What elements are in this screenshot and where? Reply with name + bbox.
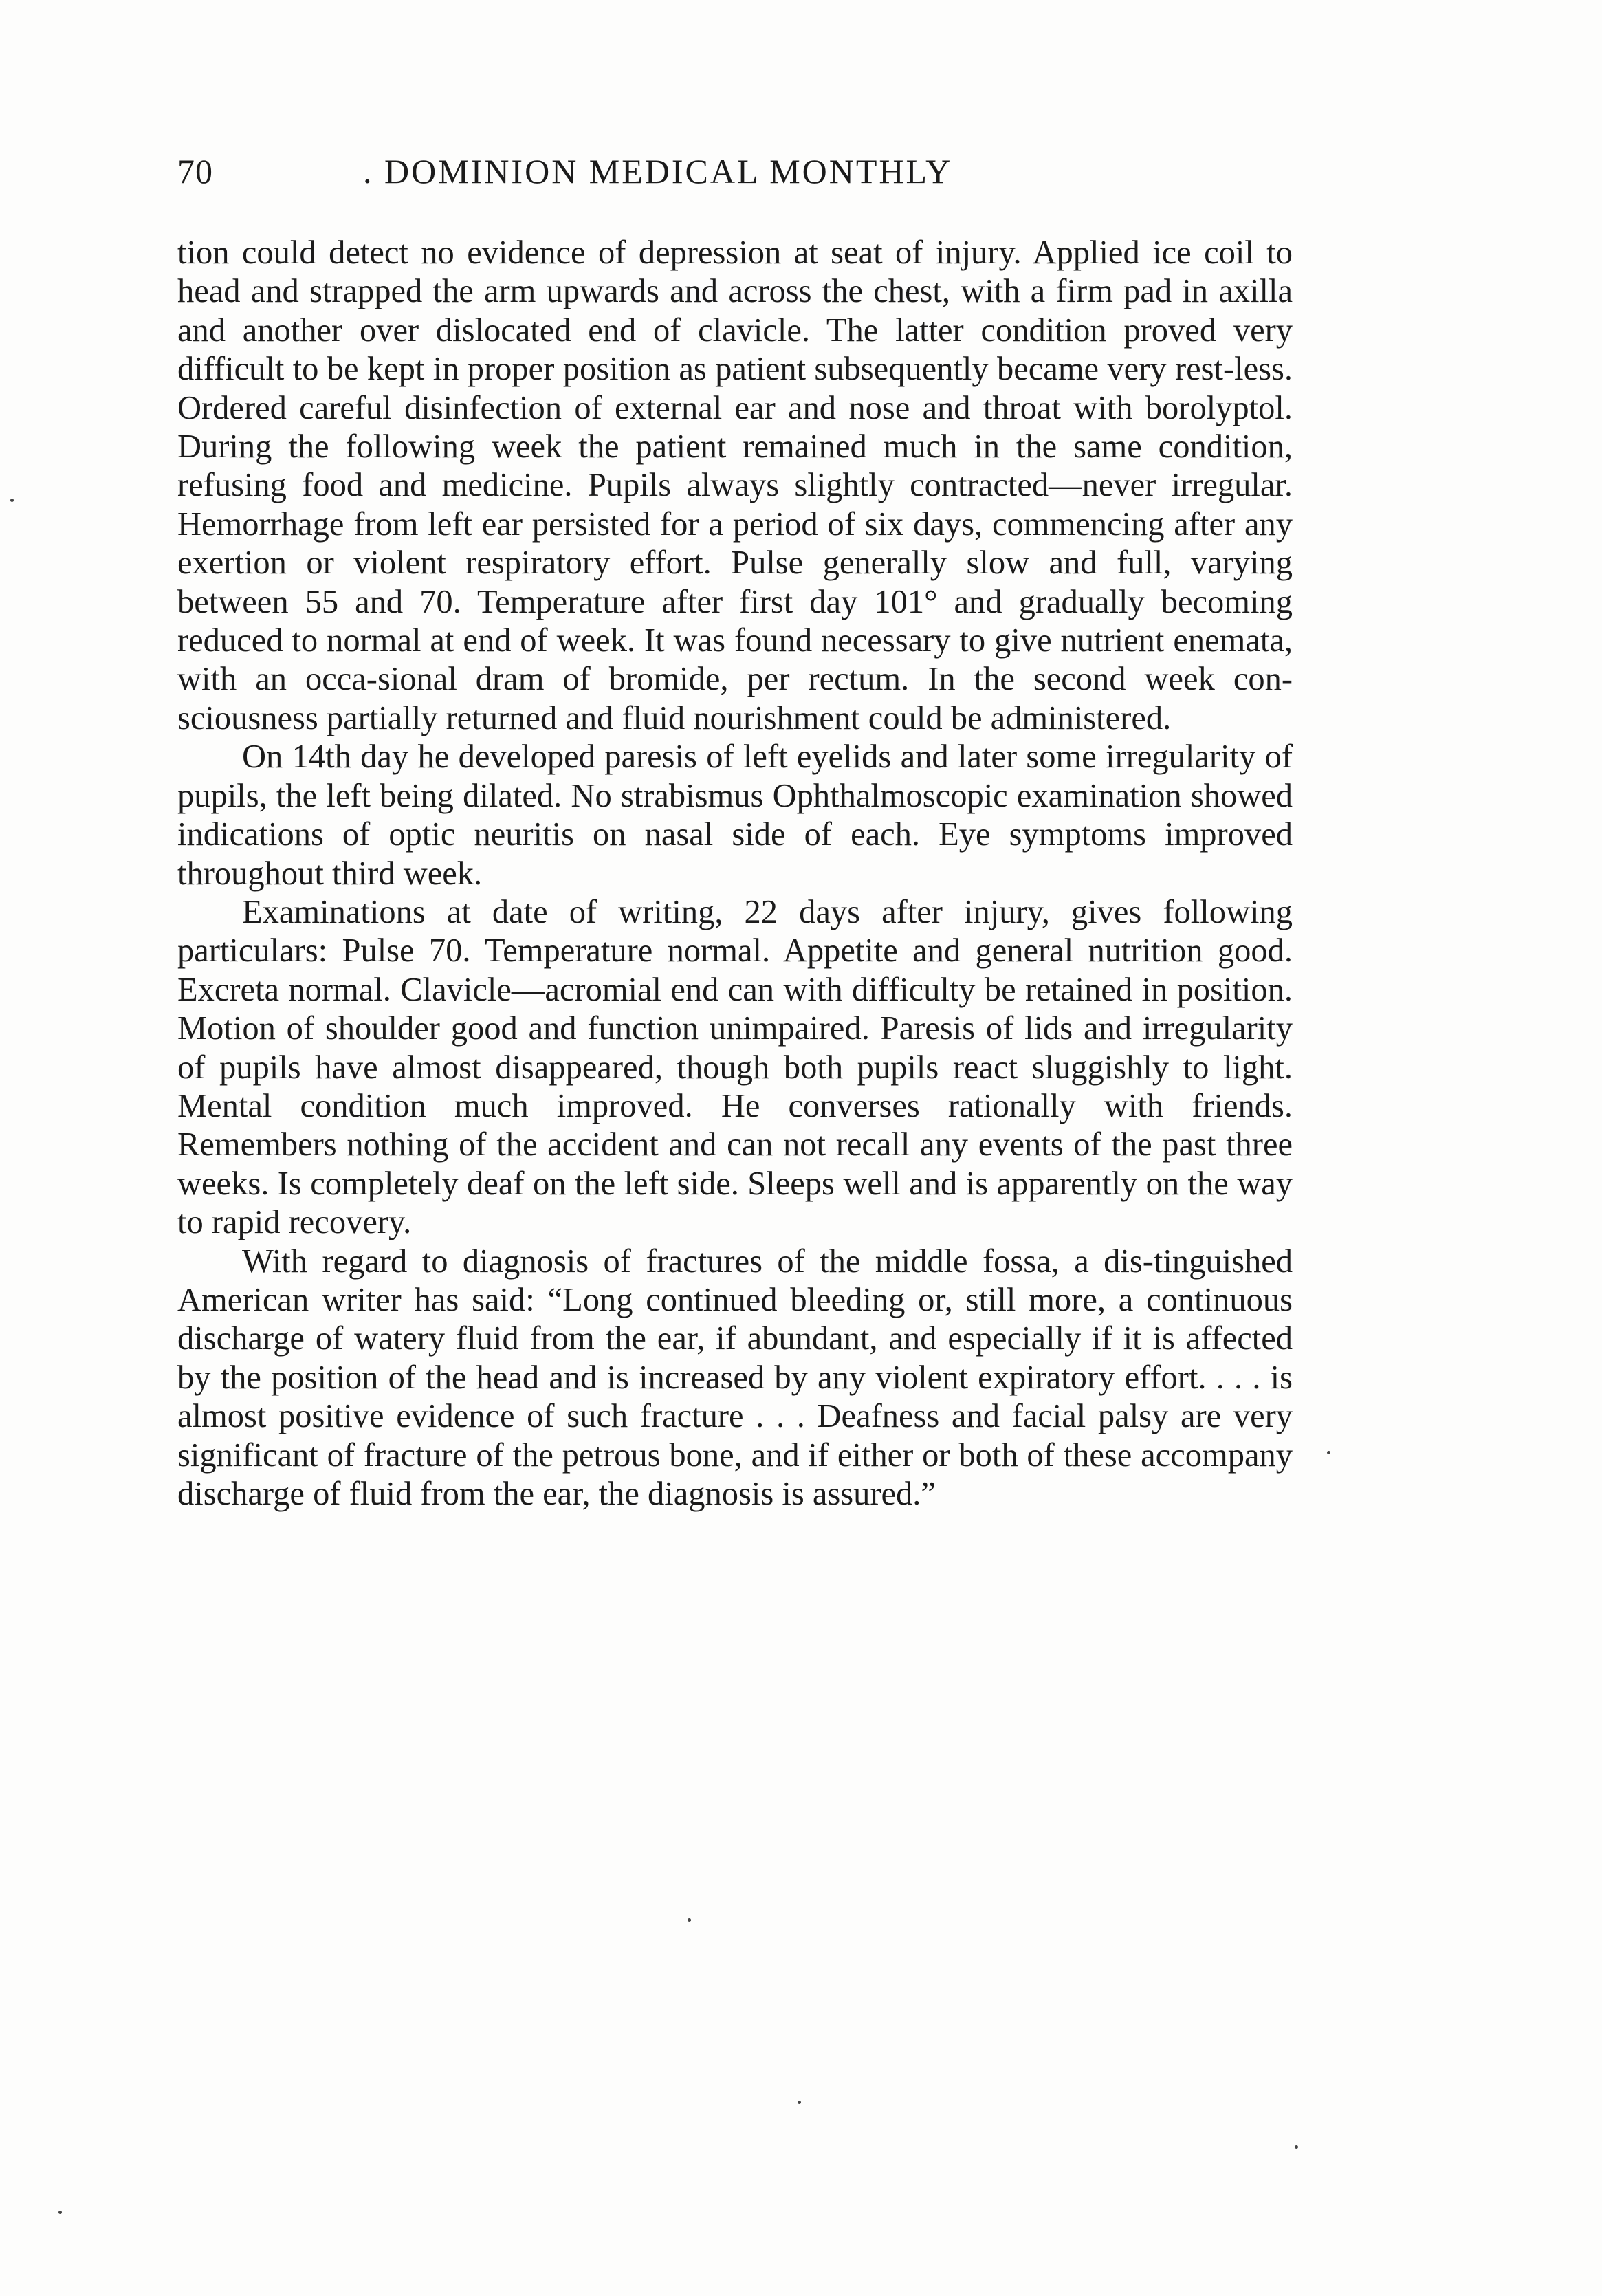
print-speck [1327,1451,1330,1454]
page-header [177,151,1277,199]
print-speck [58,2211,62,2214]
paragraph-eye-symptoms: On 14th day he developed paresis of left eyelids and later some irregularity of pupils, the left being dilated. No strabismus Ophthalmoscopic examination showed indications of optic neuritis on nasal side of each. Eye symptoms improved throughout third week. [177,739,1293,892]
running-head: . DOMINION MEDICAL MONTHLY [363,152,953,190]
paragraph-case-progress: tion could detect no evidence of depression at seat of injury. Applied ice coil to head and strapped the arm upwards and across the chest, with a firm pad in axilla and another over dislocated end of clavicle. The latter condition proved very difficult to be kept in proper position as patient subsequently became very rest-less. Ordered careful disinfection of external ear and nose and throat with borolyptol. During the following week the patient remained much in the same condition, refusing food and medicine. Pupils always slightly contracted—never irregular. Hemorrhage from left ear persisted for a period of six days, commencing after any exertion or violent respiratory effort. Pulse generally slow and full, varying between 55 and 70. Temperature after first day 101° and gradually becoming reduced to normal at end of week. It was found necessary to give nutrient enemata, with an occa-sional dram of bromide, per rectum. In the second week con-sciousness partially returned and fluid nourishment could be administered. [177,234,1293,736]
page-number: 70 [177,152,213,190]
article-body [177,234,1293,1513]
print-speck [1295,2145,1298,2149]
print-speck [688,1918,691,1922]
print-speck [798,2101,801,2104]
paragraph-diagnosis-quote: With regard to diagnosis of fractures of the middle fossa, a dis-tinguished American writer has said: “Long continued bleeding or, still more, a continuous discharge of watery fluid from the ear, if abundant, and especially if it is affected by the position of the head and is increased by any violent expiratory effort. . . . is almost positive evidence of such fracture . . . Deafness and facial palsy are very significant of fracture of the petrous bone, and if either or both of these accompany discharge of fluid from the ear, the diagnosis is assured.” [177,1243,1293,1512]
print-speck [10,499,14,502]
paragraph-examination: Examinations at date of writing, 22 days after injury, gives following particulars: Pulse 70. Temperature normal. Appetite and general nutrition good. Excreta normal. Clavicle—acromial end can with difficulty be retained in position. Motion of shoulder good and function unimpaired. Paresis of lids and irregularity of pupils have almost disappeared, though both pupils react sluggishly to light. Mental condition much improved. He converses rationally with friends. Remembers nothing of the accident and can not recall any events of the past three weeks. Is completely deaf on the left side. Sleeps well and is apparently on the way to rapid recovery. [177,893,1293,1241]
